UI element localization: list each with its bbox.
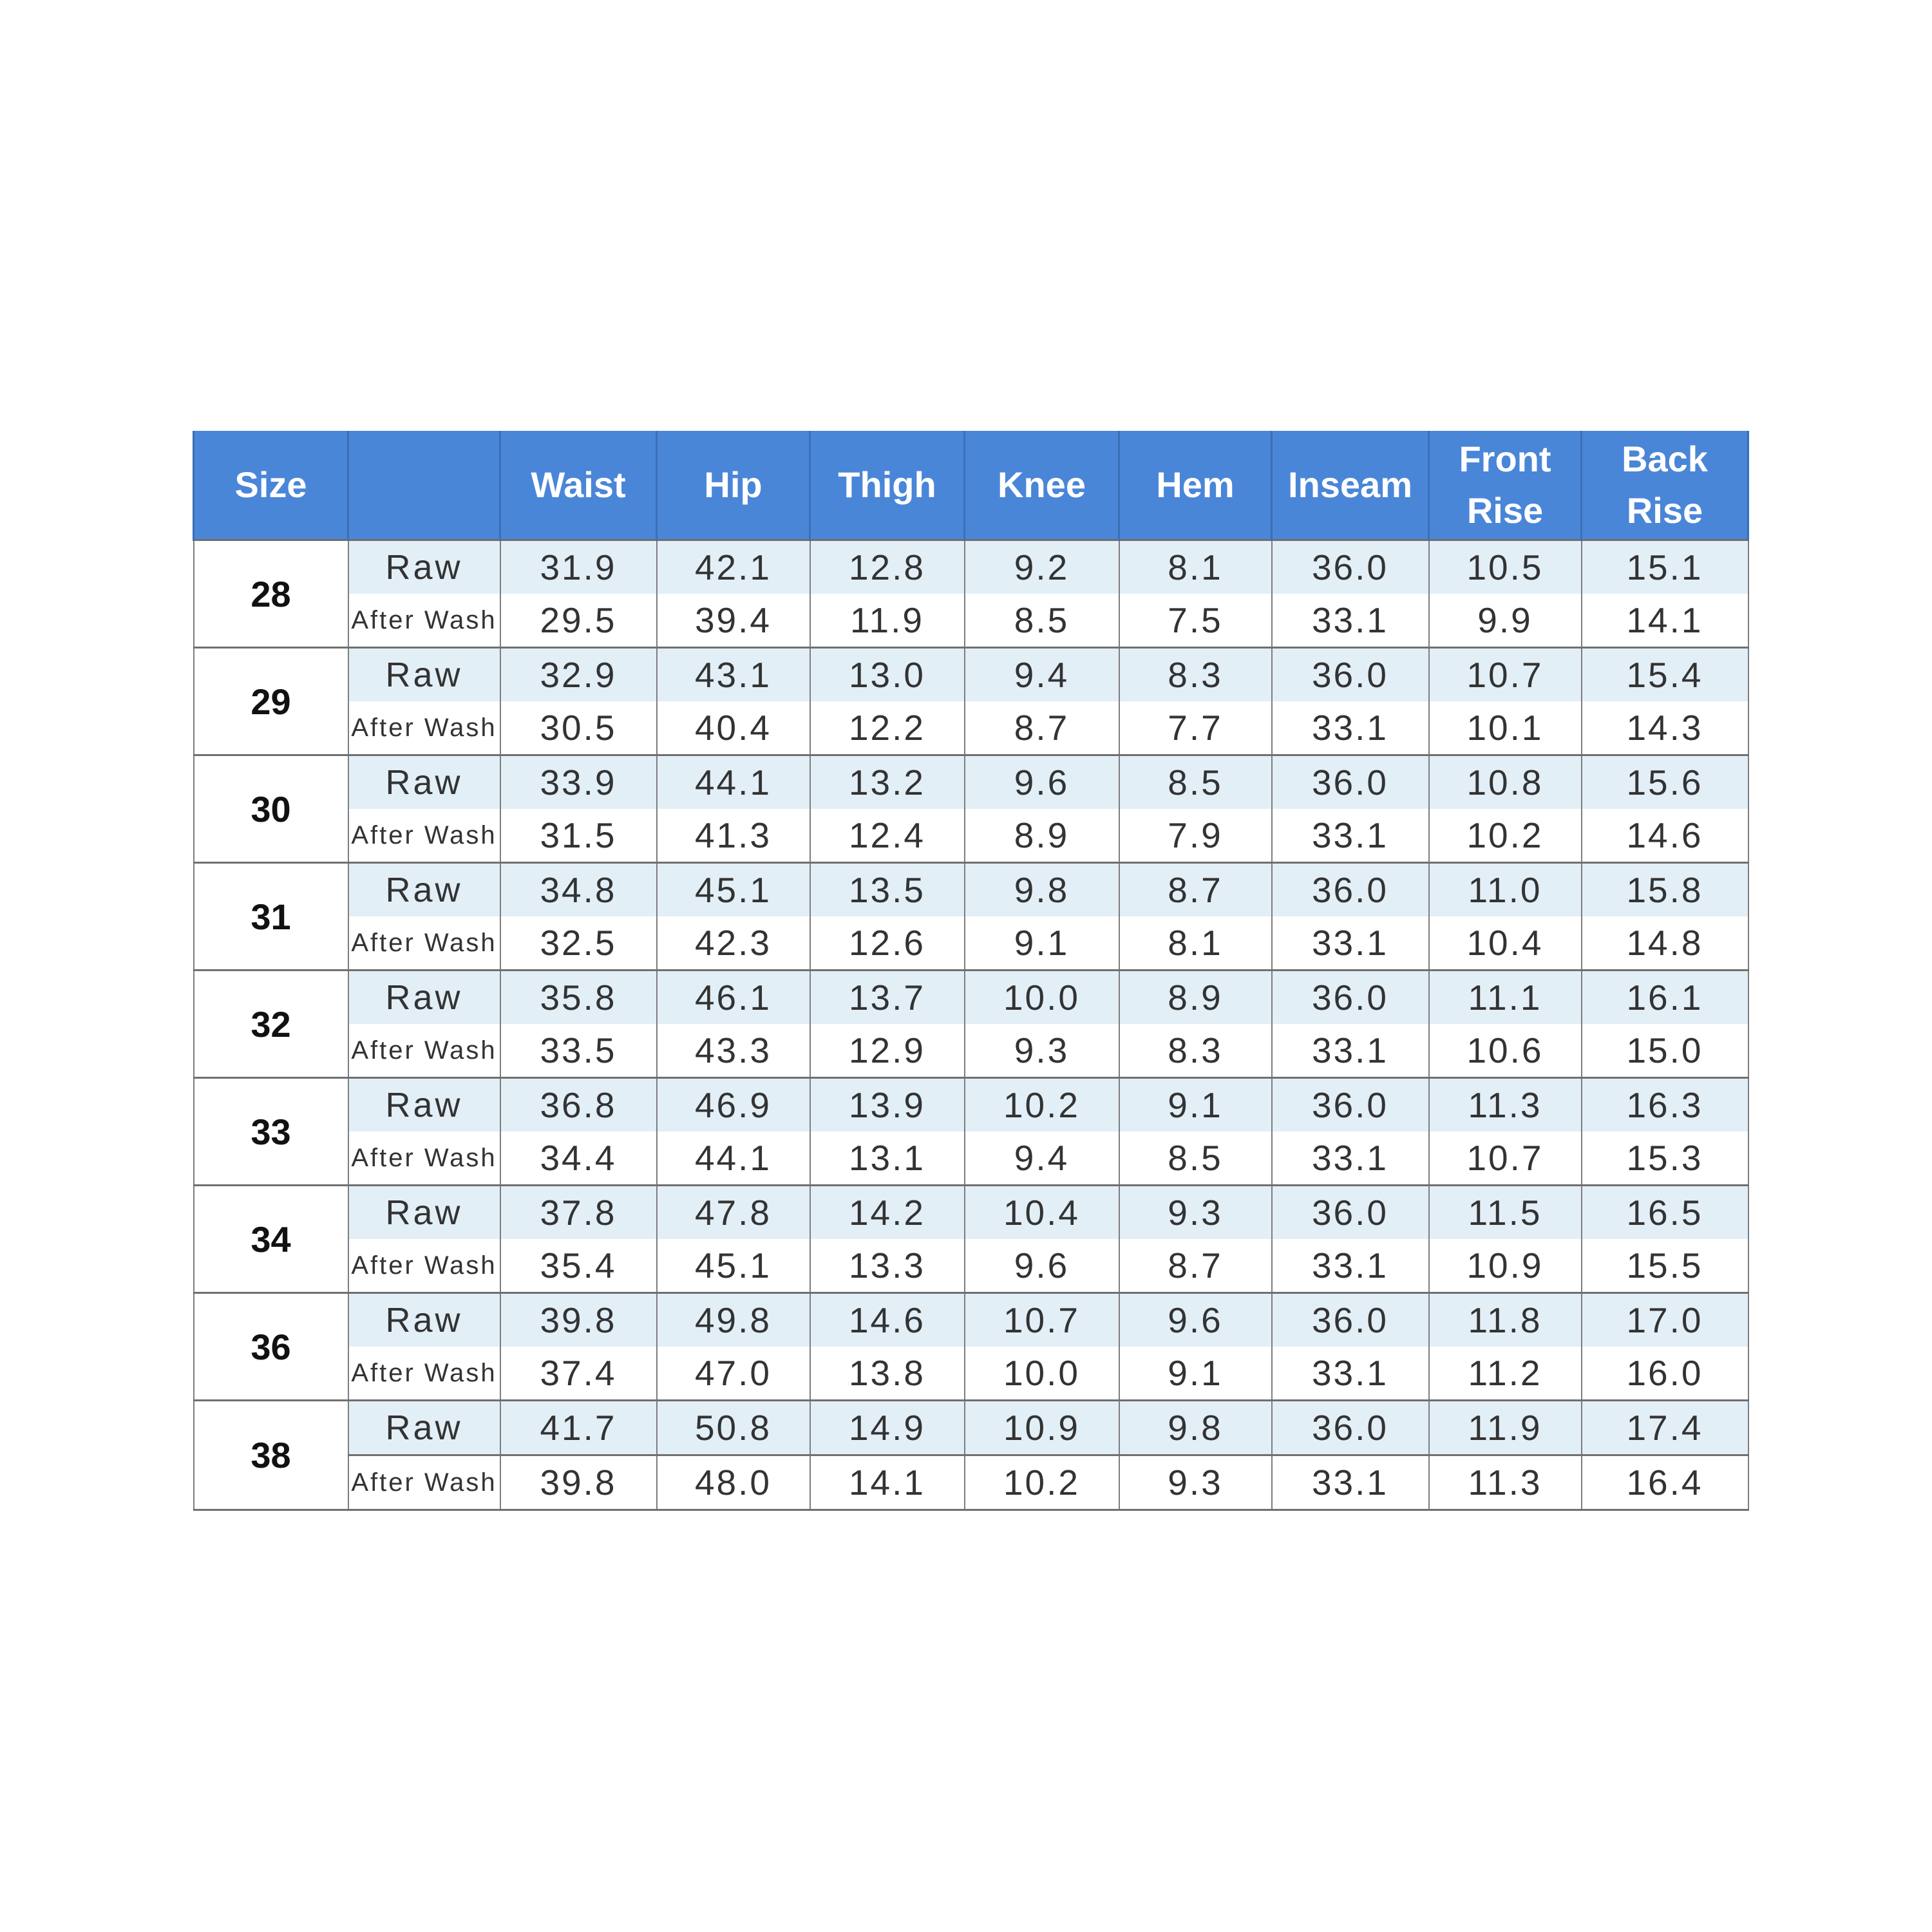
cell-hem: 8.3 [1119,648,1272,702]
cell-waist: 31.9 [500,540,657,594]
cell-hem: 8.7 [1119,1239,1272,1293]
cell-knee: 10.9 [965,1401,1119,1455]
table-row [194,1401,1748,1455]
cell-front-rise: 10.9 [1429,1239,1582,1293]
cell-front-rise: 11.5 [1429,1186,1582,1240]
type-cell-after-wash: After Wash [348,916,500,971]
cell-inseam: 33.1 [1272,1024,1429,1078]
type-cell-raw: Raw [348,863,500,917]
cell-inseam: 33.1 [1272,701,1429,755]
cell-knee: 9.2 [965,540,1119,594]
cell-knee: 10.2 [965,1078,1119,1132]
cell-waist: 34.8 [500,863,657,917]
cell-inseam: 33.1 [1272,1455,1429,1510]
cell-hip: 46.9 [657,1078,810,1132]
cell-knee: 9.4 [965,648,1119,702]
cell-front-rise: 9.9 [1429,594,1582,648]
table-row [194,1132,1748,1186]
cell-knee: 10.2 [965,1455,1119,1510]
cell-inseam: 36.0 [1272,755,1429,810]
cell-hip: 47.0 [657,1347,810,1401]
type-cell-after-wash: After Wash [348,1239,500,1293]
cell-knee: 9.1 [965,916,1119,971]
cell-inseam: 36.0 [1272,1293,1429,1347]
cell-thigh: 11.9 [810,594,965,648]
cell-hem: 8.5 [1119,1132,1272,1186]
cell-back-rise: 17.4 [1582,1401,1748,1455]
type-cell-after-wash: After Wash [348,1347,500,1401]
cell-front-rise: 10.2 [1429,809,1582,863]
cell-waist: 37.8 [500,1186,657,1240]
cell-front-rise: 10.7 [1429,1132,1582,1186]
cell-hem: 9.6 [1119,1293,1272,1347]
cell-waist: 34.4 [500,1132,657,1186]
cell-inseam: 36.0 [1272,971,1429,1025]
type-cell-after-wash: After Wash [348,1024,500,1078]
cell-hip: 45.1 [657,1239,810,1293]
cell-front-rise: 11.8 [1429,1293,1582,1347]
cell-back-rise: 15.5 [1582,1239,1748,1293]
cell-thigh: 14.6 [810,1293,965,1347]
cell-inseam: 33.1 [1272,809,1429,863]
cell-inseam: 36.0 [1272,648,1429,702]
type-cell-raw: Raw [348,540,500,594]
cell-back-rise: 15.6 [1582,755,1748,810]
cell-inseam: 33.1 [1272,1239,1429,1293]
table-row [194,863,1748,917]
cell-hem: 9.8 [1119,1401,1272,1455]
cell-knee: 10.7 [965,1293,1119,1347]
type-cell-raw: Raw [348,971,500,1025]
cell-front-rise: 11.0 [1429,863,1582,917]
cell-thigh: 13.8 [810,1347,965,1401]
cell-hem: 8.7 [1119,863,1272,917]
cell-waist: 36.8 [500,1078,657,1132]
cell-inseam: 36.0 [1272,1078,1429,1132]
cell-hem: 8.1 [1119,916,1272,971]
cell-inseam: 33.1 [1272,1132,1429,1186]
cell-hip: 46.1 [657,971,810,1025]
cell-waist: 39.8 [500,1293,657,1347]
cell-front-rise: 11.1 [1429,971,1582,1025]
type-cell-after-wash: After Wash [348,809,500,863]
size-cell: 29 [194,648,348,755]
cell-hem: 9.3 [1119,1186,1272,1240]
cell-front-rise: 11.9 [1429,1401,1582,1455]
cell-waist: 33.9 [500,755,657,810]
cell-knee: 8.7 [965,701,1119,755]
size-cell: 28 [194,540,348,648]
table-row [194,971,1748,1025]
size-cell: 36 [194,1293,348,1401]
cell-knee: 8.5 [965,594,1119,648]
size-cell: 32 [194,971,348,1078]
header-front-rise: Front Rise [1429,431,1582,540]
table-row [194,648,1748,702]
cell-knee: 9.8 [965,863,1119,917]
cell-thigh: 12.8 [810,540,965,594]
cell-back-rise: 15.4 [1582,648,1748,702]
header-inseam: Inseam [1272,431,1429,540]
cell-thigh: 14.2 [810,1186,965,1240]
cell-front-rise: 10.8 [1429,755,1582,810]
table-row [194,1239,1748,1293]
table-row [194,916,1748,971]
table-row [194,701,1748,755]
header-back-rise: Back Rise [1582,431,1748,540]
cell-knee: 10.4 [965,1186,1119,1240]
type-cell-after-wash: After Wash [348,1132,500,1186]
cell-inseam: 36.0 [1272,540,1429,594]
type-cell-raw: Raw [348,648,500,702]
header-hem: Hem [1119,431,1272,540]
cell-waist: 32.9 [500,648,657,702]
cell-waist: 33.5 [500,1024,657,1078]
cell-front-rise: 10.6 [1429,1024,1582,1078]
cell-waist: 35.8 [500,971,657,1025]
cell-knee: 9.6 [965,1239,1119,1293]
cell-hip: 44.1 [657,1132,810,1186]
cell-hip: 44.1 [657,755,810,810]
cell-inseam: 33.1 [1272,594,1429,648]
cell-back-rise: 16.4 [1582,1455,1748,1510]
cell-inseam: 33.1 [1272,916,1429,971]
type-cell-raw: Raw [348,1293,500,1347]
table-row [194,594,1748,648]
cell-thigh: 13.3 [810,1239,965,1293]
header-knee: Knee [965,431,1119,540]
header-type [348,431,500,540]
cell-front-rise: 11.2 [1429,1347,1582,1401]
cell-thigh: 12.9 [810,1024,965,1078]
cell-inseam: 36.0 [1272,1186,1429,1240]
cell-knee: 9.3 [965,1024,1119,1078]
cell-thigh: 14.1 [810,1455,965,1510]
header-size: Size [194,431,348,540]
cell-inseam: 33.1 [1272,1347,1429,1401]
cell-thigh: 12.4 [810,809,965,863]
header-hip: Hip [657,431,810,540]
cell-hip: 50.8 [657,1401,810,1455]
cell-front-rise: 10.1 [1429,701,1582,755]
cell-back-rise: 14.8 [1582,916,1748,971]
table-body [194,540,1748,1510]
cell-back-rise: 14.6 [1582,809,1748,863]
cell-hip: 41.3 [657,809,810,863]
cell-thigh: 13.1 [810,1132,965,1186]
cell-hip: 47.8 [657,1186,810,1240]
cell-back-rise: 16.1 [1582,971,1748,1025]
table-row [194,1024,1748,1078]
header-thigh: Thigh [810,431,965,540]
table-row [194,755,1748,810]
cell-thigh: 14.9 [810,1401,965,1455]
cell-hem: 7.7 [1119,701,1272,755]
cell-back-rise: 17.0 [1582,1293,1748,1347]
cell-back-rise: 16.0 [1582,1347,1748,1401]
header-row [194,431,1748,540]
cell-thigh: 13.9 [810,1078,965,1132]
cell-thigh: 12.6 [810,916,965,971]
header-waist: Waist [500,431,657,540]
table-row [194,1078,1748,1132]
table-row [194,1293,1748,1347]
type-cell-raw: Raw [348,755,500,810]
cell-back-rise: 16.3 [1582,1078,1748,1132]
cell-hip: 48.0 [657,1455,810,1510]
table-row [194,540,1748,594]
table-row [194,1455,1748,1510]
cell-hip: 49.8 [657,1293,810,1347]
size-cell: 34 [194,1186,348,1293]
cell-back-rise: 16.5 [1582,1186,1748,1240]
cell-knee: 8.9 [965,809,1119,863]
cell-back-rise: 15.3 [1582,1132,1748,1186]
cell-thigh: 13.7 [810,971,965,1025]
cell-knee: 10.0 [965,971,1119,1025]
cell-hip: 40.4 [657,701,810,755]
cell-waist: 41.7 [500,1401,657,1455]
cell-back-rise: 15.1 [1582,540,1748,594]
cell-waist: 39.8 [500,1455,657,1510]
cell-thigh: 13.2 [810,755,965,810]
cell-front-rise: 11.3 [1429,1455,1582,1510]
table-row [194,1186,1748,1240]
table-row [194,1347,1748,1401]
cell-thigh: 13.5 [810,863,965,917]
size-cell: 30 [194,755,348,863]
cell-waist: 35.4 [500,1239,657,1293]
size-cell: 33 [194,1078,348,1186]
cell-hip: 43.1 [657,648,810,702]
cell-front-rise: 10.7 [1429,648,1582,702]
cell-front-rise: 10.4 [1429,916,1582,971]
cell-back-rise: 14.3 [1582,701,1748,755]
cell-thigh: 12.2 [810,701,965,755]
cell-hem: 7.9 [1119,809,1272,863]
cell-hip: 39.4 [657,594,810,648]
cell-waist: 31.5 [500,809,657,863]
cell-front-rise: 11.3 [1429,1078,1582,1132]
cell-knee: 9.4 [965,1132,1119,1186]
cell-front-rise: 10.5 [1429,540,1582,594]
cell-hem: 9.3 [1119,1455,1272,1510]
cell-inseam: 36.0 [1272,863,1429,917]
cell-back-rise: 15.8 [1582,863,1748,917]
size-cell: 38 [194,1401,348,1510]
cell-back-rise: 15.0 [1582,1024,1748,1078]
type-cell-after-wash: After Wash [348,594,500,648]
type-cell-raw: Raw [348,1401,500,1455]
size-cell: 31 [194,863,348,971]
cell-knee: 10.0 [965,1347,1119,1401]
cell-hem: 8.1 [1119,540,1272,594]
cell-hem: 8.9 [1119,971,1272,1025]
cell-hem: 7.5 [1119,594,1272,648]
type-cell-after-wash: After Wash [348,1455,500,1510]
type-cell-raw: Raw [348,1186,500,1240]
cell-hem: 8.5 [1119,755,1272,810]
type-cell-after-wash: After Wash [348,701,500,755]
cell-knee: 9.6 [965,755,1119,810]
cell-thigh: 13.0 [810,648,965,702]
cell-hip: 42.3 [657,916,810,971]
cell-hem: 9.1 [1119,1078,1272,1132]
cell-back-rise: 14.1 [1582,594,1748,648]
cell-hem: 9.1 [1119,1347,1272,1401]
type-cell-raw: Raw [348,1078,500,1132]
size-chart-table [193,431,1749,1511]
cell-hip: 45.1 [657,863,810,917]
cell-inseam: 36.0 [1272,1401,1429,1455]
cell-waist: 30.5 [500,701,657,755]
cell-waist: 29.5 [500,594,657,648]
cell-waist: 32.5 [500,916,657,971]
table-row [194,809,1748,863]
table-header [194,431,1748,540]
cell-hip: 42.1 [657,540,810,594]
cell-hem: 8.3 [1119,1024,1272,1078]
cell-waist: 37.4 [500,1347,657,1401]
cell-hip: 43.3 [657,1024,810,1078]
